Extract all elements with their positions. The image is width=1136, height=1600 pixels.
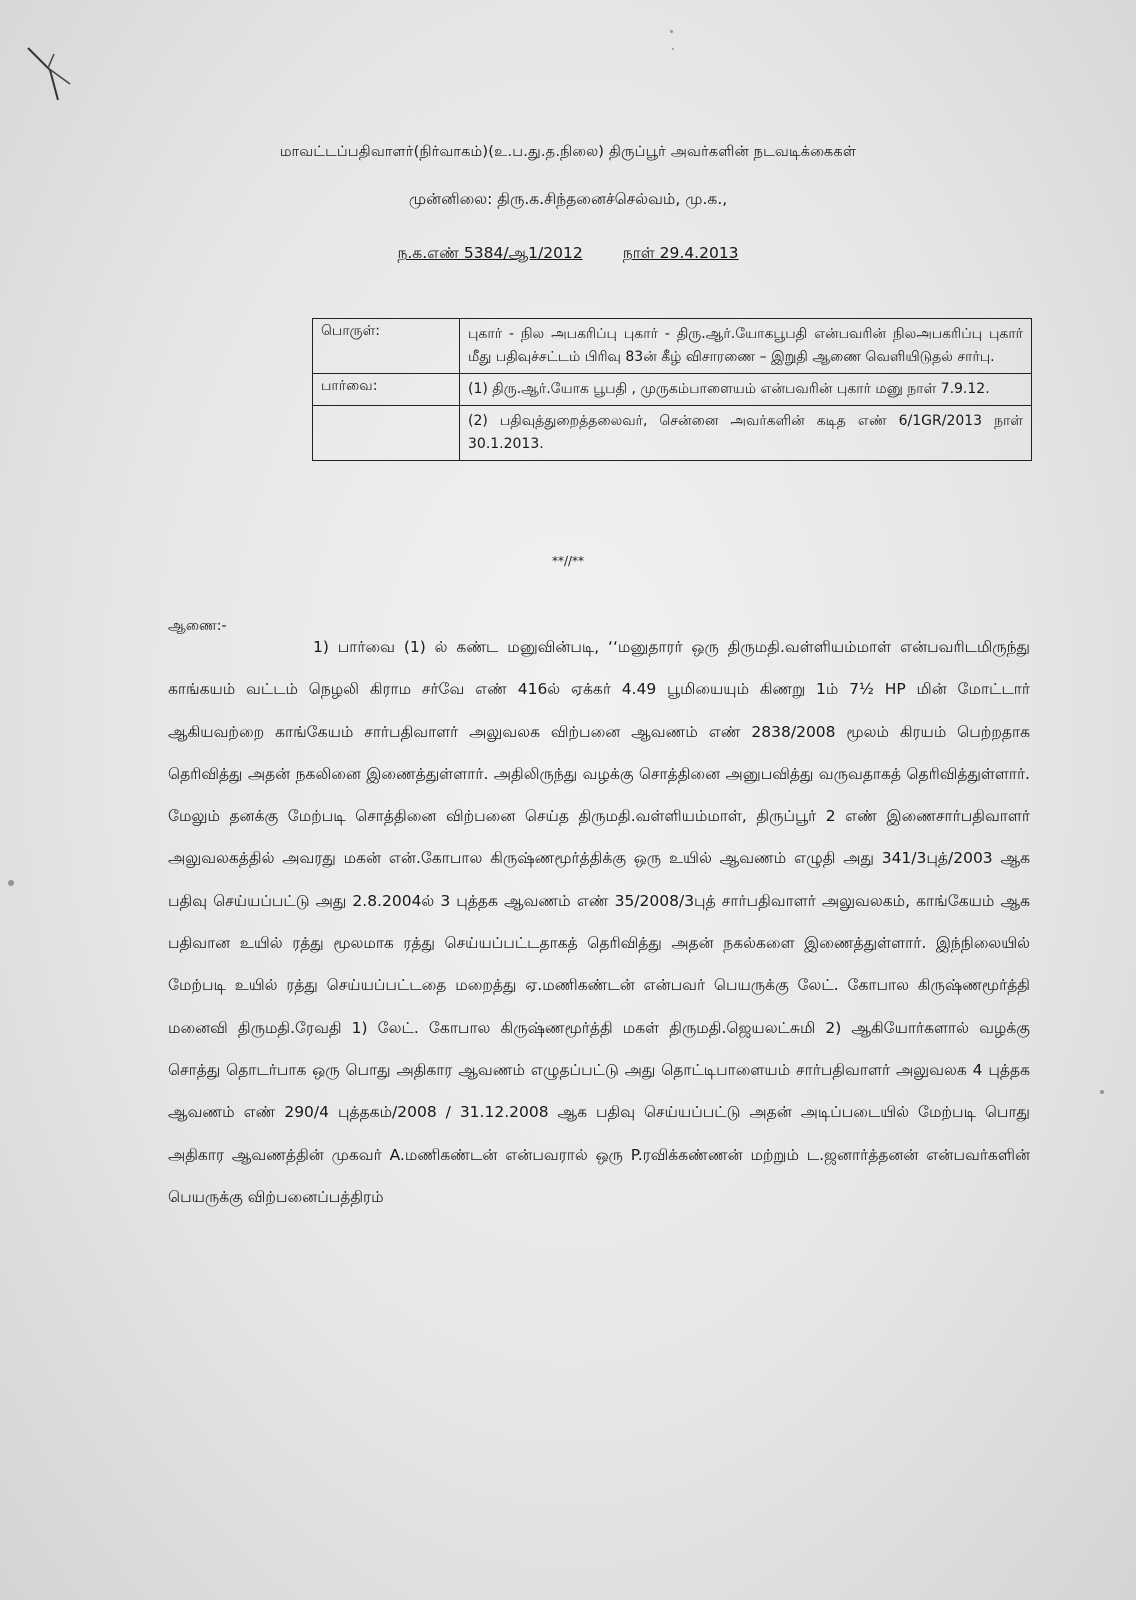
presence-line: முன்னிலை: திரு.க.சிந்தனைச்செல்வம், மு.க., xyxy=(408,190,728,208)
scan-speck xyxy=(672,48,674,50)
table-row xyxy=(313,319,1032,374)
subject-label: பொருள்: xyxy=(313,319,460,374)
order-date: நாள் 29.4.2013 xyxy=(622,244,739,262)
table-row xyxy=(313,406,1032,461)
subject-value: புகார் - நில அபகரிப்பு புகார் - திரு.ஆர்.யோகபூபதி என்பவரின் நிலஅபகரிப்பு புகார் மீது பதிவுச்சட்டம் பிரிவு 83ன் கீழ் விசாரணை – இறுதி ஆணை வெளியிடுதல் சார்பு. xyxy=(460,319,1032,374)
order-label: ஆணை:- xyxy=(168,618,227,634)
office-header: மாவட்டப்பதிவாளர்(நிர்வாகம்)(உ.ப.து.த.நிலை) திருப்பூர் அவர்களின் நடவடிக்கைகள் xyxy=(279,144,857,160)
scan-speck xyxy=(670,30,673,33)
reference-line xyxy=(0,244,1136,264)
reference-1-value: (1) திரு.ஆர்.யோக பூபதி , முருகம்பாளையம் என்பவரின் புகார் மனு நாள் 7.9.12. xyxy=(460,374,1032,406)
scan-speck xyxy=(1100,1090,1104,1094)
file-number: ந.க.எண் 5384/ஆ1/2012 xyxy=(397,244,583,262)
scan-speck xyxy=(8,880,14,886)
order-paragraph: 1) பார்வை (1) ல் கண்ட மனுவின்படி, ‘‘மனுதாரர் ஒரு திருமதி.வள்ளியம்மாள் என்பவரிடமிருந்து காங்கயம் வட்டம் நெழலி கிராம சர்வே எண் 416ல் ஏக்கர் 4.49 பூமியையும் கிணறு 1ம் 7½ HP மின் மோட்டார் ஆகியவற்றை காங்கேயம் சார்பதிவாளர் அலுவலக விற்பனை ஆவணம் எண் 2838/2008 மூலம் கிரயம் பெற்றதாக தெரிவித்து அதன் நகலினை இணைத்துள்ளார். அதிலிருந்து வழக்கு சொத்தினை அனுபவித்து வருவதாகத் தெரிவித்துள்ளார். மேலும் தனக்கு மேற்படி சொத்தினை விற்பனை செய்த திருமதி.வள்ளியம்மாள், திருப்பூர் 2 எண் இணைசார்பதிவாளர் அலுவலகத்தில் அவரது மகன் என்.கோபால கிருஷ்ணமூர்த்திக்கு ஒரு உயில் ஆவணம் எழுதி அது 341/3புத்/2003 ஆக பதிவு செய்யப்பட்டு அது 2.8.2004ல் 3 புத்தக ஆவணம் எண் 35/2008/3புத் சார்பதிவாளர் அலுவலகம், காங்கேயம் ஆக பதிவான உயில் ரத்து மூலமாக ரத்து செய்யப்பட்டதாகத் தெரிவித்து அதன் நகல்களை இணைத்துள்ளார். இந்நிலையில் மேற்படி உயில் ரத்து செய்யப்பட்டதை மறைத்து ஏ.மணிகண்டன் என்பவர் பெயருக்கு லேட். கோபால கிருஷ்ணமூர்த்தி மனைவி திருமதி.ரேவதி 1) லேட். கோபால கிருஷ்ணமூர்த்தி மகள் திருமதி.ஜெயலட்சுமி 2) ஆகியோர்களால் வழக்கு சொத்து தொடர்பாக ஒரு பொது அதிகார ஆவணம் எழுதப்பட்டு அது தொட்டிபாளையம் சார்பதிவாளர் அலுவலக 4 புத்தக ஆவணம் எண் 290/4 புத்தகம்/2008 / 31.12.2008 ஆக பதிவு செய்யப்பட்டு அதன் அடிப்படையில் மேற்படி பொது அதிகார ஆவணத்தின் முகவர் A.மணிகண்டன் என்பவரால் ஒரு P.ரவிக்கண்ணன் மற்றும் ட.ஜனார்த்தனன் என்பவர்களின் பெயருக்கு விற்பனைப்பத்திரம் xyxy=(168,638,1030,1206)
subject-reference-table xyxy=(312,318,1032,461)
separator: **//** xyxy=(551,554,585,568)
table-row xyxy=(313,374,1032,406)
reference-2-value: (2) பதிவுத்துறைத்தலைவர், சென்னை அவர்களின் கடித எண் 6/1GR/2013 நாள் 30.1.2013. xyxy=(460,406,1032,461)
reference-label: பார்வை: xyxy=(313,374,460,406)
reference-empty-label xyxy=(313,406,460,461)
corner-scratch-mark xyxy=(18,40,78,100)
